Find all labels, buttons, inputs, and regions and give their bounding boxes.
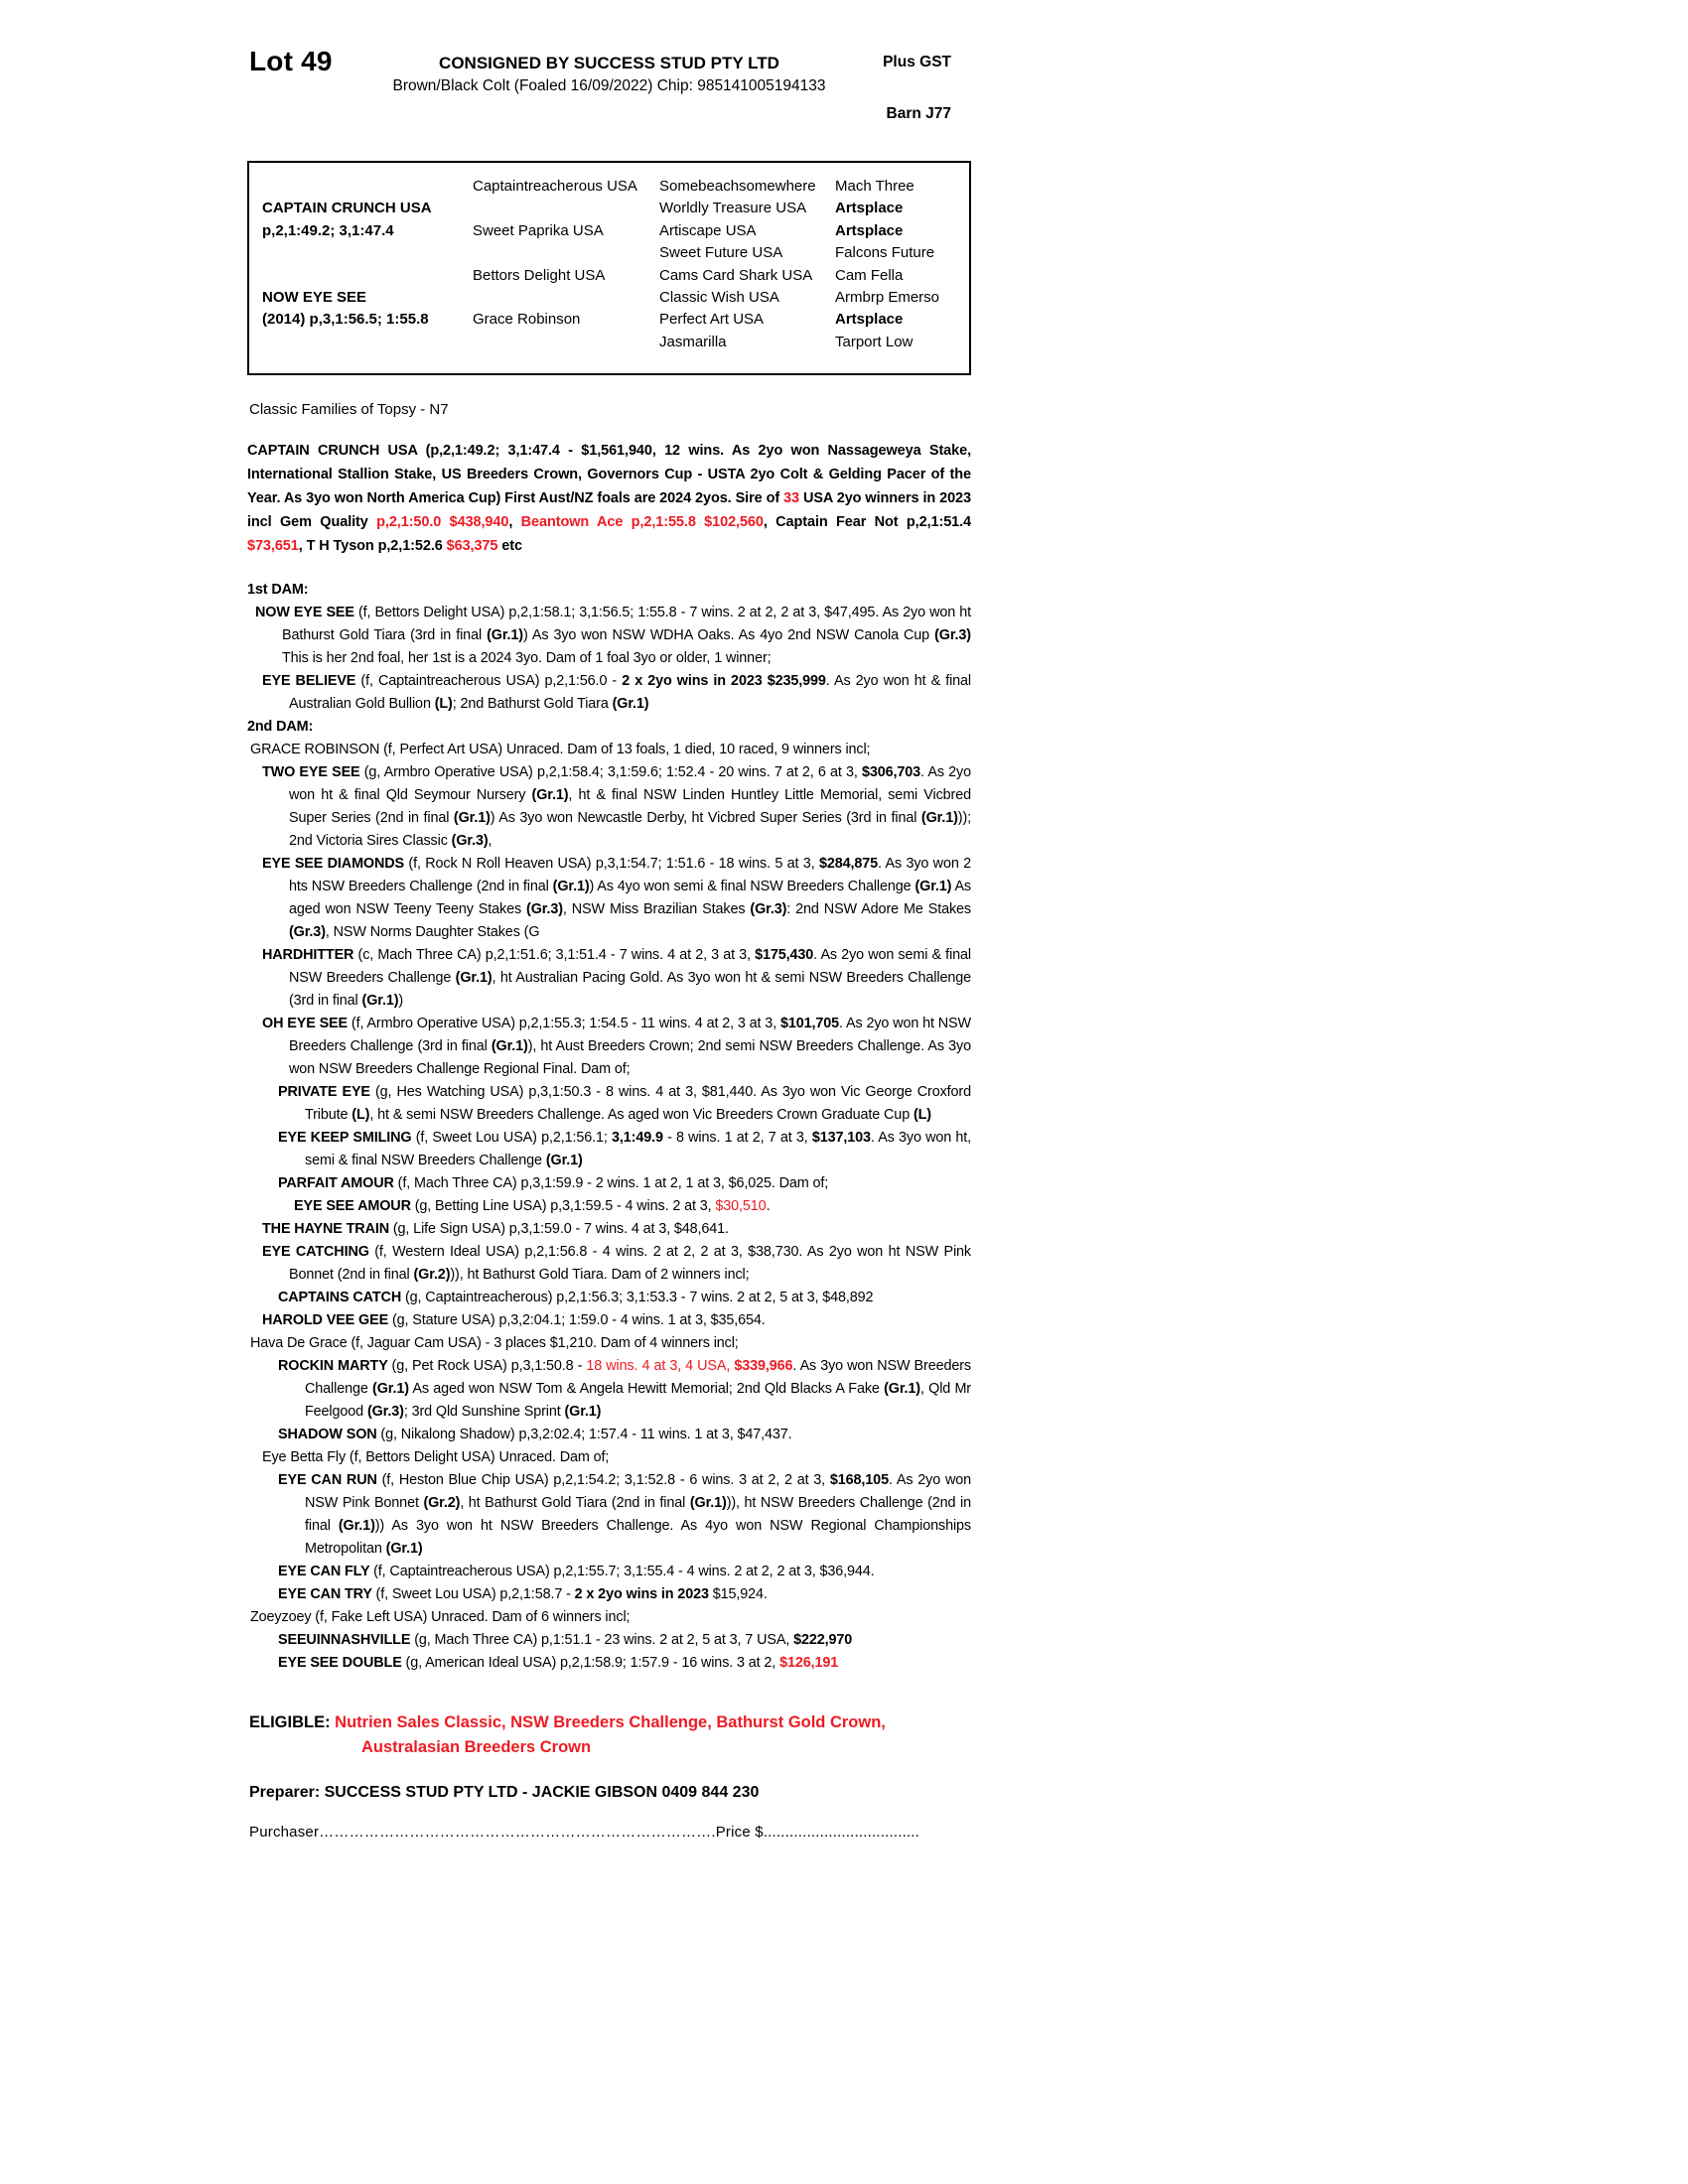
dam-section: [247, 579, 971, 1675]
pedigree-cell: Sweet Paprika USA: [473, 221, 604, 239]
entry-eye-can-try: EYE CAN TRY (f, Sweet Lou USA) p,2,1:58.7 - 2 x 2yo wins in 2023 $15,924.: [278, 1586, 768, 1603]
second-dam-heading: 2nd DAM:: [247, 719, 314, 736]
entry-zoeyzoey: Zoeyzoey (f, Fake Left USA) Unraced. Dam of 6 winners incl;: [250, 1609, 631, 1626]
pedigree-cell: Bettors Delight USA: [473, 266, 606, 284]
first-dam-heading: 1st DAM:: [247, 582, 309, 599]
pedigree-cell: Grace Robinson: [473, 311, 581, 329]
pedigree-row: [262, 242, 965, 264]
entry-eye-see-double: EYE SEE DOUBLE (g, American Ideal USA) p,2,1:58.9; 1:57.9 - 16 wins. 3 at 2, $126,191: [278, 1655, 839, 1672]
entry-eye-believe: EYE BELIEVE (f, Captaintreacherous USA) p,2,1:56.0 - 2 x 2yo wins in 2023 $235,999. As 2yo won ht & final Australian Gold Bullion (L); 2nd Bathurst Gold Tiara (Gr.1): [262, 673, 971, 713]
pedigree-row: [262, 198, 965, 219]
entry-eye-catching: EYE CATCHING (f, Western Ideal USA) p,2,1:56.8 - 4 wins. 2 at 2, 2 at 3, $38,730. As 2yo won ht NSW Pink Bonnet (2nd in final (Gr.2))), ht Bathurst Gold Tiara. Dam of 2 winners incl;: [262, 1244, 971, 1284]
pedigree-cell: Sweet Future USA: [659, 244, 783, 262]
pedigree-cell: Armbrp Emerso: [835, 289, 940, 307]
pedigree-cell: Artsplace: [835, 221, 904, 239]
entry-eye-betta-fly: Eye Betta Fly (f, Bettors Delight USA) Unraced. Dam of;: [262, 1449, 610, 1466]
entry-eye-see-amour: EYE SEE AMOUR (g, Betting Line USA) p,3,1:59.5 - 4 wins. 2 at 3, $30,510.: [294, 1198, 771, 1215]
pedigree-row: [262, 265, 965, 287]
pedigree-cell: Captaintreacherous USA: [473, 178, 637, 195]
pedigree-cell: Worldly Treasure USA: [659, 200, 807, 217]
page-content: [247, 40, 971, 1841]
pedigree-cell: [262, 332, 473, 353]
pedigree-row: [262, 220, 965, 242]
entry-eye-see-diamonds: EYE SEE DIAMONDS (f, Rock N Roll Heaven USA) p,3,1:54.7; 1:51.6 - 18 wins. 5 at 3, $284,875. As 3yo won 2 hts NSW Breeders Challenge (2nd in final (Gr.1)) As 4yo won semi & final NSW Breeders Challenge (Gr.1) As aged won NSW Teeny Teeny Stakes (Gr.3), NSW Miss Brazilian Stakes (Gr.3): 2nd NSW Adore Me Stakes (Gr.3), NSW Norms Daughter Stakes (G: [262, 856, 971, 941]
pedigree-cell: Somebeachsomewhere: [659, 178, 816, 195]
entry-seeuinnashville: SEEUINNASHVILLE (g, Mach Three CA) p,1:51.1 - 23 wins. 2 at 2, 5 at 3, 7 USA, $222,970: [278, 1632, 853, 1649]
pedigree-cell: [473, 198, 659, 219]
pedigree-row: [262, 176, 965, 198]
lot-number: Lot 49: [249, 46, 333, 76]
pedigree-cell: Artiscape USA: [659, 221, 757, 239]
pedigree-cell: NOW EYE SEE: [262, 289, 367, 307]
entry-eye-can-fly: EYE CAN FLY (f, Captaintreacherous USA) p,2,1:55.7; 3,1:55.4 - 4 wins. 2 at 2, 2 at 3, $36,944.: [278, 1564, 875, 1580]
pedigree-row: [262, 287, 965, 309]
pedigree-cell: [473, 242, 659, 264]
eligible-races-line1: Nutrien Sales Classic, NSW Breeders Challenge, Bathurst Gold Crown,: [335, 1713, 886, 1732]
entry-hardhitter: HARDHITTER (c, Mach Three CA) p,2,1:51.6; 3,1:51.4 - 7 wins. 4 at 2, 3 at 3, $175,430. As 2yo won semi & final NSW Breeders Challenge (Gr.1), ht Australian Pacing Gold. As 3yo won ht & semi NSW Breeders Challenge (3rd in final (Gr.1)): [262, 947, 971, 1010]
pedigree-cell: Classic Wish USA: [659, 289, 779, 307]
entry-shadow-son: SHADOW SON (g, Nikalong Shadow) p,3,2:02.4; 1:57.4 - 11 wins. 1 at 3, $47,437.: [278, 1427, 792, 1443]
pedigree-cell: Cam Fella: [835, 266, 904, 284]
pedigree-cell: [262, 176, 473, 198]
purchaser-price-line: Purchaser…………………………………………………………………….Price $....................................: [249, 1824, 920, 1842]
entry-parfait-amour: PARFAIT AMOUR (f, Mach Three CA) p,3,1:59.9 - 2 wins. 1 at 2, 1 at 3, $6,025. Dam of;: [278, 1175, 829, 1192]
pedigree-row: [262, 332, 965, 353]
entry-rockin-marty: ROCKIN MARTY (g, Pet Rock USA) p,3,1:50.8 - 18 wins. 4 at 3, 4 USA, $339,966. As 3yo won NSW Breeders Challenge (Gr.1) As aged won NSW Tom & Angela Hewitt Memorial; 2nd Qld Blacks A Fake (Gr.1), Qld Mr Feelgood (Gr.3); 3rd Qld Sunshine Sprint (Gr.1): [278, 1358, 971, 1421]
eligible-races: [249, 1710, 971, 1760]
entry-eye-keep-smiling: EYE KEEP SMILING (f, Sweet Lou USA) p,2,1:56.1; 3,1:49.9 - 8 wins. 1 at 2, 7 at 3, $137,103. As 3yo won ht, semi & final NSW Breeders Challenge (Gr.1): [278, 1130, 972, 1169]
entry-the-hayne-train: THE HAYNE TRAIN (g, Life Sign USA) p,3,1:59.0 - 7 wins. 4 at 3, $48,641.: [262, 1221, 729, 1238]
pedigree-cell: [473, 287, 659, 309]
pedigree-cell: CAPTAIN CRUNCH USA: [262, 200, 432, 217]
pedigree-cell: Perfect Art USA: [659, 311, 765, 329]
eligible-races-line2: Australasian Breeders Crown: [361, 1738, 592, 1757]
gst-note: Plus GST: [883, 54, 951, 70]
consignor-title: CONSIGNED BY SUCCESS STUD PTY LTD: [439, 54, 779, 72]
family-note: Classic Families of Topsy - N7: [249, 401, 449, 419]
preparer-line: Preparer: SUCCESS STUD PTY LTD - JACKIE GIBSON 0409 844 230: [249, 1784, 760, 1802]
pedigree-row: [262, 309, 965, 331]
pedigree-cell: (2014) p,3,1:56.5; 1:55.8: [262, 311, 429, 329]
pedigree-cell: [262, 265, 473, 287]
pedigree-cell: Artsplace: [835, 311, 904, 329]
pedigree-cell: Tarport Low: [835, 333, 914, 350]
pedigree-cell: Artsplace: [835, 200, 904, 217]
entry-captains-catch: CAPTAINS CATCH (g, Captaintreacherous) p,2,1:56.3; 3,1:53.3 - 7 wins. 2 at 2, 5 at 3, $48,892: [278, 1290, 874, 1306]
pedigree-cell: p,2,1:49.2; 3,1:47.4: [262, 221, 394, 239]
entry-private-eye: PRIVATE EYE (g, Hes Watching USA) p,3,1:50.3 - 8 wins. 4 at 3, $81,440. As 3yo won Vic George Croxford Tribute (L), ht & semi NSW Breeders Challenge. As aged won Vic Breeders Crown Graduate Cup (L): [278, 1084, 971, 1124]
pedigree-cell: Mach Three: [835, 178, 914, 195]
sire-summary-paragraph: CAPTAIN CRUNCH USA (p,2,1:49.2; 3,1:47.4 - $1,561,940, 12 wins. As 2yo won Nassageweya Stake, International Stallion Stake, US Breeders Crown, Governors Cup - USTA 2yo Colt & Gelding Pacer of the Year. As 3yo won North America Cup) First Aust/NZ foals are 2024 2yos. Sire of 33 USA 2yo winners in 2023 incl Gem Quality p,2,1:50.0 $438,940, Beantown Ace p,2,1:55.8 $102,560, Captain Fear Not p,2,1:51.4 $73,651, T H Tyson p,2,1:52.6 $63,375 etc: [247, 443, 972, 555]
pedigree-cell: Cams Card Shark USA: [659, 266, 813, 284]
horse-description: Brown/Black Colt (Foaled 16/09/2022) Chip: 985141005194133: [392, 77, 826, 94]
pedigree-cell: Falcons Future: [835, 244, 935, 262]
eligible-label: ELIGIBLE:: [249, 1713, 336, 1732]
entry-hava-de-grace: Hava De Grace (f, Jaguar Cam USA) - 3 places $1,210. Dam of 4 winners incl;: [250, 1335, 739, 1352]
entry-now-eye-see: NOW EYE SEE (f, Bettors Delight USA) p,2,1:58.1; 3,1:56.5; 1:55.8 - 7 wins. 2 at 2, 2 at 3, $47,495. As 2yo won ht Bathurst Gold Tiara (3rd in final (Gr.1)) As 3yo won NSW WDHA Oaks. As 4yo 2nd NSW Canola Cup (Gr.3) This is her 2nd foal, her 1st is a 2024 3yo. Dam of 1 foal 3yo or older, 1 winner;: [255, 605, 971, 667]
barn-number: Barn J77: [886, 105, 951, 122]
entry-two-eye-see: TWO EYE SEE (g, Armbro Operative USA) p,2,1:58.4; 3,1:59.6; 1:52.4 - 20 wins. 7 at 2, 6 at 3, $306,703. As 2yo won ht & final Qld Seymour Nursery (Gr.1), ht & final NSW Linden Huntley Little Memorial, semi Vicbred Super Series (2nd in final (Gr.1)) As 3yo won Newcastle Derby, ht Vicbred Super Series (3rd in final (Gr.1))); 2nd Victoria Sires Classic (Gr.3),: [262, 764, 971, 850]
pedigree-cell: [473, 332, 659, 353]
pedigree-cell: Jasmarilla: [659, 333, 727, 350]
entry-harold-vee-gee: HAROLD VEE GEE (g, Stature USA) p,3,2:04.1; 1:59.0 - 4 wins. 1 at 3, $35,654.: [262, 1312, 766, 1329]
pedigree-cell: [262, 242, 473, 264]
entry-grace-robinson: GRACE ROBINSON (f, Perfect Art USA) Unraced. Dam of 13 foals, 1 died, 10 raced, 9 winners incl;: [250, 742, 871, 758]
entry-oh-eye-see: OH EYE SEE (f, Armbro Operative USA) p,2,1:55.3; 1:54.5 - 11 wins. 4 at 2, 3 at 3, $101,705. As 2yo won ht NSW Breeders Challenge (3rd in final (Gr.1)), ht Aust Breeders Crown; 2nd semi NSW Breeders Challenge. As 3yo won NSW Breeders Challenge Regional Final. Dam of;: [262, 1016, 971, 1078]
entry-eye-can-run: EYE CAN RUN (f, Heston Blue Chip USA) p,2,1:54.2; 3,1:52.8 - 6 wins. 3 at 2, 2 at 3, $168,105. As 2yo won NSW Pink Bonnet (Gr.2), ht Bathurst Gold Tiara (2nd in final (Gr.1))), ht NSW Breeders Challenge (2nd in final (Gr.1))) As 3yo won ht NSW Breeders Challenge. As 4yo won NSW Regional Championships Metropolitan (Gr.1): [278, 1472, 971, 1558]
page-header: [247, 40, 971, 147]
pedigree-table: [247, 161, 971, 375]
